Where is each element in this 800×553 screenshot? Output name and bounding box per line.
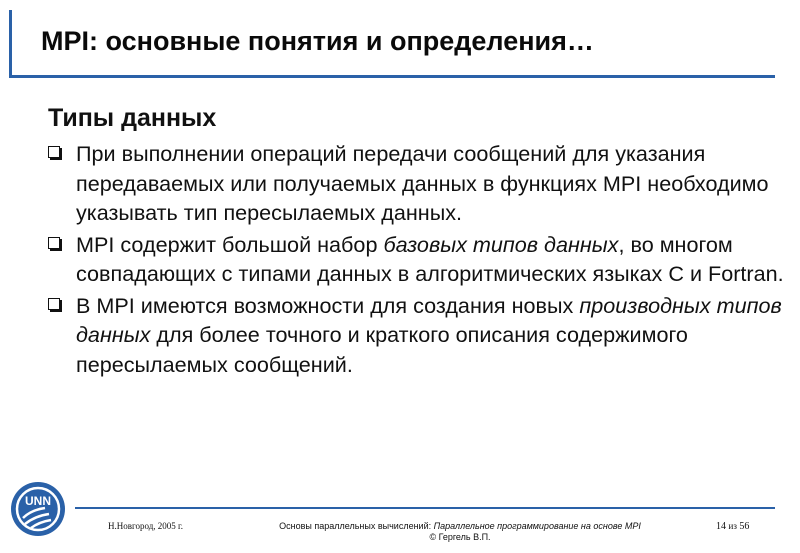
square-bullet-icon (48, 237, 60, 249)
bullet-item (48, 230, 800, 289)
footer-course-title (250, 521, 670, 543)
footer-author: © Гергель В.П. (429, 532, 491, 542)
bullet-item (48, 139, 800, 228)
page-current: 14 (716, 521, 726, 532)
footer-course-subtitle: Параллельное программирование на основе MPI (433, 521, 641, 531)
slide-title: MPI: основные понятия и определения… (41, 26, 594, 56)
logo-text: UNN (25, 494, 51, 508)
bullet-item (48, 291, 800, 380)
section-heading: Типы данных (48, 104, 217, 132)
square-bullet-icon (48, 298, 60, 310)
page-total: 56 (739, 521, 750, 532)
bullet-list (48, 139, 800, 379)
bullet-text: , во многом совпадающих с типами данных в алгоритмических языках C и Fortran. (76, 231, 784, 286)
title-accent-left (9, 10, 12, 78)
footer-divider (75, 507, 775, 509)
square-bullet-icon (48, 146, 60, 158)
bullet-text: При выполнении операций передачи сообщений для указания передаваемых или получаемых данных в функциях MPI необходимо указывать тип пересылаемых данных. (76, 141, 769, 225)
bullet-text: для более точного и краткого описания содержимого пересылаемых сообщений. (76, 322, 688, 377)
bullet-emphasis: производных типов данных (76, 292, 782, 347)
bullet-emphasis: базовых типов данных (383, 231, 619, 257)
bullet-text: MPI содержит большой набор (76, 231, 384, 257)
page-of: из (728, 521, 737, 531)
footer-course-prefix: Основы параллельных вычислений: (279, 521, 434, 531)
unn-logo-icon (9, 480, 67, 538)
page-number (716, 521, 749, 532)
bullet-text: В MPI имеются возможности для создания новых (76, 292, 580, 318)
title-underline (9, 75, 775, 78)
slide-content (48, 104, 800, 381)
footer-location-date: Н.Новгород, 2005 г. (108, 521, 183, 531)
title-bar (9, 10, 775, 78)
